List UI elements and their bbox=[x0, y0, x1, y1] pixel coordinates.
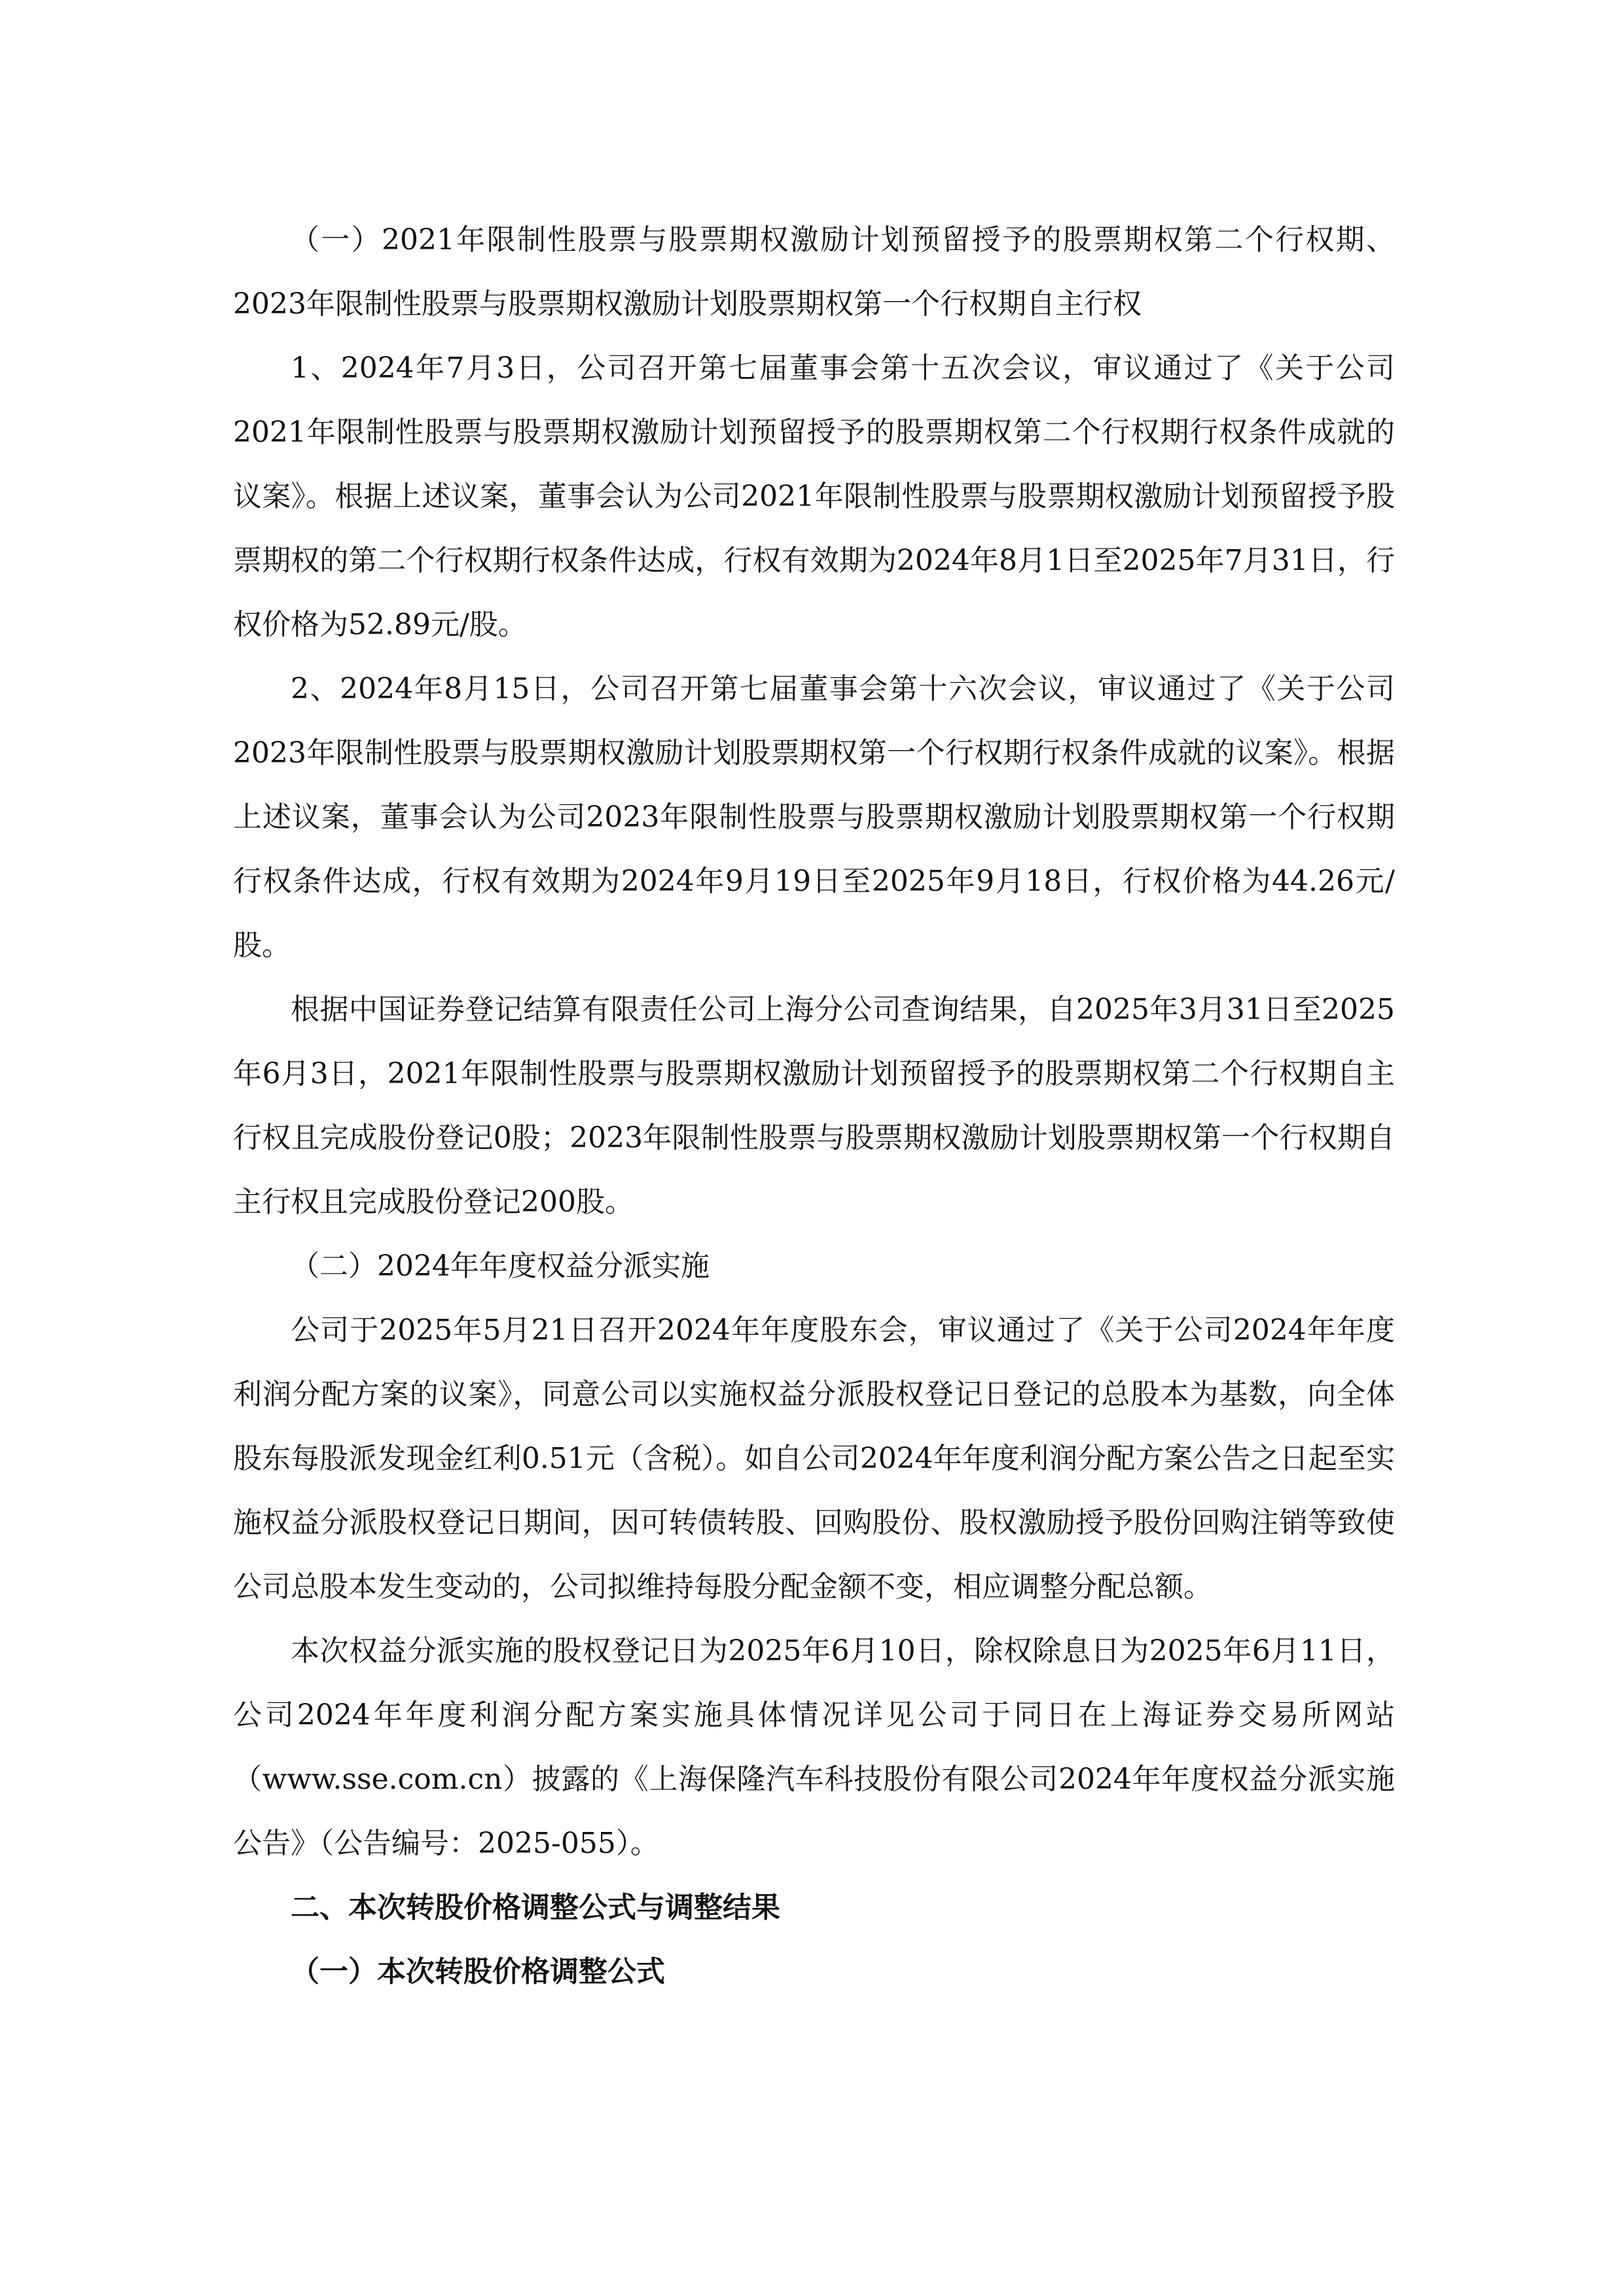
paragraph-registration-results: 根据中国证券登记结算有限责任公司上海分公司查询结果，自2025年3月31日至2025年6月3日，2021年限制性股票与股票期权激励计划预留授予的股票期权第二个行权期自主行权且完成股份登记0股；2023年限制性股票与股票期权激励计划股票期权第一个行权期自主行权且完成股份登记200股。 bbox=[233, 993, 1395, 1219]
paragraph-dividend-implementation: 本次权益分派实施的股权登记日为2025年6月10日，除权除息日为2025年6月11日，公司2024年年度利润分配方案实施具体情况详见公司于同日在上海证券交易所网站（www.sse.com.cn）披露的《上海保隆汽车科技股份有限公司2024年年度权益分派实施公告》（公告编号：2025-055）。 bbox=[233, 1634, 1395, 1860]
paragraph-dividend-heading: （二）2024年年度权益分派实施 bbox=[291, 1249, 710, 1283]
paragraph-dividend-resolution: 公司于2025年5月21日召开2024年年度股东会，审议通过了《关于公司2024年年度利润分配方案的议案》，同意公司以实施权益分派股权登记日登记的总股本为基数，向全体股东每股派发现金红利0.51元（含税）。如自公司2024年年度利润分配方案公告之日起至实施权益分派股权登记日期间，因可转债转股、回购股份、股权激励授予股份回购注销等致使公司总股本发生变动的，公司拟维持每股分配金额不变，相应调整分配总额。 bbox=[233, 1314, 1395, 1604]
paragraph-2021-plan-exercise: 1、2024年7月3日，公司召开第七届董事会第十五次会议，审议通过了《关于公司2021年限制性股票与股票期权激励计划预留授予的股票期权第二个行权期行权条件成就的议案》。根据上述议案，董事会认为公司2021年限制性股票与股票期权激励计划预留授予股票期权的第二个行权期行权条件达成，行权有效期为2024年8月1日至2025年7月31日，行权价格为52.89元/股。 bbox=[233, 351, 1395, 641]
document-body bbox=[233, 208, 1395, 2004]
paragraph-exercise-period-heading: （一）2021年限制性股票与股票期权激励计划预留授予的股票期权第二个行权期、2023年限制性股票与股票期权激励计划股票期权第一个行权期自主行权 bbox=[233, 223, 1395, 321]
subsection-heading-adjustment-formula: （一）本次转股价格调整公式 bbox=[291, 1955, 665, 1988]
section-heading-conversion-price: 二、本次转股价格调整公式与调整结果 bbox=[291, 1891, 780, 1924]
paragraph-2023-plan-exercise: 2、2024年8月15日，公司召开第七届董事会第十六次会议，审议通过了《关于公司2023年限制性股票与股票期权激励计划股票期权第一个行权期行权条件成就的议案》。根据上述议案，董事会认为公司2023年限制性股票与股票期权激励计划股票期权第一个行权期行权条件达成，行权有效期为2024年9月19日至2025年9月18日，行权价格为44.26元/股。 bbox=[233, 672, 1395, 962]
